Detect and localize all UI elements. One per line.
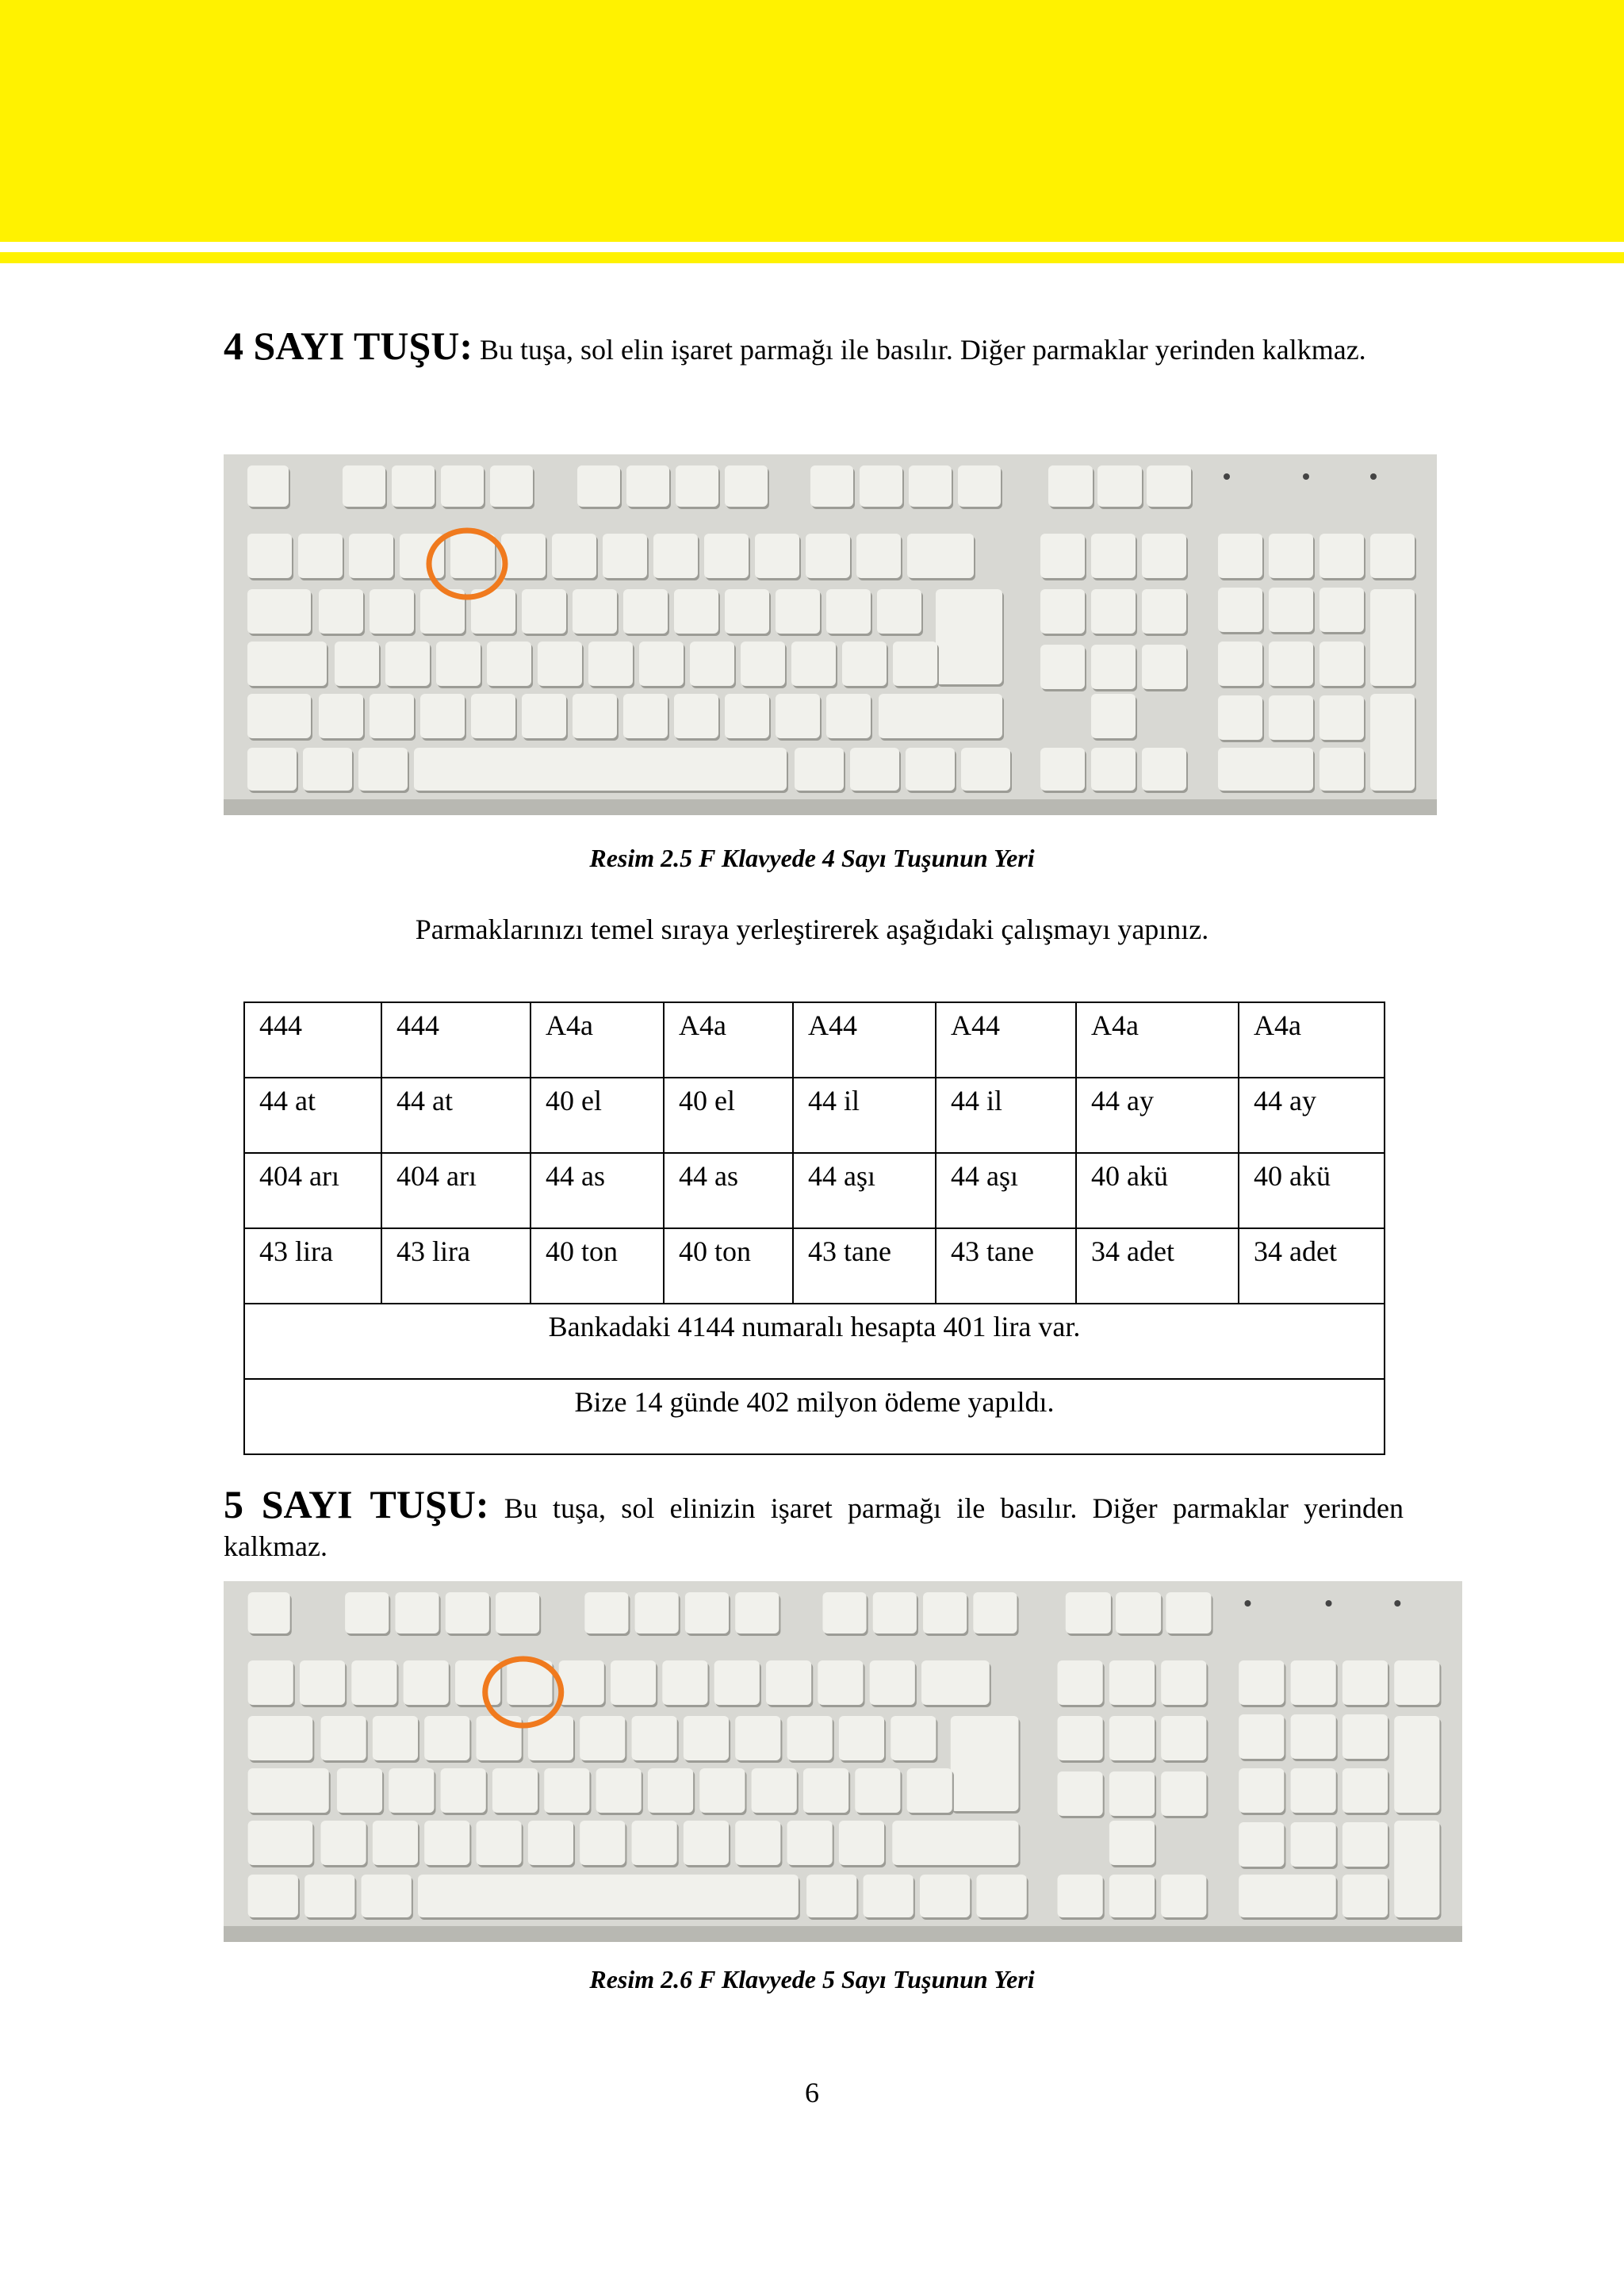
drill-cell: 44 il: [936, 1078, 1076, 1153]
key: [343, 465, 385, 507]
key: [791, 642, 836, 686]
key: [395, 1592, 439, 1633]
key: [248, 1768, 329, 1813]
drill-cell: 43 lira: [381, 1228, 530, 1304]
key: [335, 642, 379, 686]
key: [1239, 1768, 1284, 1813]
key: [1239, 1660, 1284, 1705]
drill-cell: A4a: [1239, 1002, 1385, 1078]
key: [528, 1821, 573, 1865]
key: [810, 465, 853, 507]
key: [704, 534, 749, 578]
key: [1116, 1592, 1161, 1633]
key: [735, 1716, 780, 1760]
key: [248, 1660, 293, 1705]
figure1-caption: Resim 2.5 F Klavyede 4 Sayı Tuşunun Yeri: [589, 844, 1035, 872]
key: [389, 1768, 434, 1813]
key: [1218, 748, 1313, 791]
key: [958, 465, 1001, 507]
key: [674, 589, 718, 634]
key: [370, 694, 414, 738]
key: [248, 1592, 290, 1633]
key: [907, 534, 974, 578]
key: [487, 642, 531, 686]
key: [839, 1716, 884, 1760]
section1-paragraph: [224, 324, 1404, 369]
key: [596, 1768, 642, 1813]
key: [321, 1821, 366, 1865]
key: [822, 1592, 866, 1633]
key: [1342, 1875, 1388, 1917]
key: [477, 1821, 522, 1865]
key: [303, 748, 352, 791]
key: [1109, 1875, 1155, 1917]
drill-cell: 43 tane: [936, 1228, 1076, 1304]
key: [685, 1592, 729, 1633]
key: [864, 1875, 914, 1917]
drill-cell: 44 aşı: [793, 1153, 936, 1228]
key: [490, 465, 533, 507]
key: [1342, 1768, 1388, 1813]
key: [635, 1592, 679, 1633]
key: [573, 589, 617, 634]
key: [418, 1875, 799, 1917]
key: [385, 642, 430, 686]
key: [471, 694, 515, 738]
drill-cell: 44 ay: [1076, 1078, 1239, 1153]
key: [584, 1592, 628, 1633]
key: [921, 1660, 990, 1705]
section2-heading: 5 SAYI TUŞU:: [224, 1482, 489, 1526]
key: [1161, 1771, 1206, 1816]
drill-cell: 44 ay: [1239, 1078, 1385, 1153]
key: [787, 1821, 833, 1865]
key: [552, 534, 596, 578]
key: [1239, 1822, 1284, 1867]
key: [247, 642, 327, 686]
keyboard-photo-1: [224, 454, 1437, 815]
key: [441, 1768, 486, 1813]
key: [653, 534, 698, 578]
photo-shadow: [224, 1926, 1462, 1942]
key: [714, 1660, 760, 1705]
key: [580, 1821, 625, 1865]
key: [826, 694, 871, 738]
key: [370, 589, 414, 634]
key: [920, 1875, 970, 1917]
drill-cell: A44: [793, 1002, 936, 1078]
key: [699, 1768, 745, 1813]
indicator-led: [1394, 1600, 1400, 1607]
key: [1291, 1660, 1336, 1705]
indicator-led: [1303, 473, 1309, 480]
indicator-led: [1370, 473, 1377, 480]
keyboard-photo-2: [224, 1581, 1462, 1942]
key: [1239, 1875, 1336, 1917]
key: [1091, 748, 1136, 791]
key: [1320, 534, 1364, 578]
key: [806, 534, 850, 578]
key: [752, 1768, 797, 1813]
key: [839, 1821, 884, 1865]
key: [1218, 642, 1262, 686]
key: [1142, 645, 1186, 689]
key: [1342, 1660, 1388, 1705]
key: [1040, 534, 1085, 578]
key: [806, 1875, 856, 1917]
key: [877, 589, 921, 634]
key: [735, 1821, 780, 1865]
key: [573, 694, 617, 738]
key: [923, 1592, 967, 1633]
key: [248, 1716, 313, 1760]
key: [1058, 1660, 1103, 1705]
drill-cell: 44 at: [244, 1078, 381, 1153]
key: [755, 534, 799, 578]
key: [873, 1592, 917, 1633]
drill-cell: 43 tane: [793, 1228, 936, 1304]
key: [860, 465, 902, 507]
key: [1370, 534, 1415, 578]
drill-table: [243, 1002, 1385, 1455]
key: [611, 1660, 656, 1705]
key: [392, 465, 435, 507]
key: [1291, 1714, 1336, 1759]
drill-cell: 40 el: [664, 1078, 793, 1153]
key: [1239, 1714, 1284, 1759]
key: [626, 465, 669, 507]
key: [441, 465, 484, 507]
key: [414, 748, 787, 791]
drill-cell: 40 el: [530, 1078, 664, 1153]
key: [577, 465, 620, 507]
key: [603, 534, 647, 578]
key: [795, 748, 844, 791]
drill-cell: 404 arı: [244, 1153, 381, 1228]
key: [1320, 642, 1364, 686]
key: [501, 534, 546, 578]
drill-cell: 44 as: [664, 1153, 793, 1228]
key: [674, 694, 718, 738]
key: [424, 1716, 469, 1760]
key: [850, 748, 899, 791]
key: [321, 1716, 366, 1760]
key: [1218, 588, 1262, 632]
key: [1342, 1822, 1388, 1867]
drill-sentence-row: [244, 1304, 1385, 1379]
key: [319, 589, 363, 634]
key: [1342, 1714, 1388, 1759]
key: [976, 1875, 1026, 1917]
key: [1040, 589, 1085, 634]
key: [787, 1716, 833, 1760]
key: [842, 642, 887, 686]
key: [818, 1660, 863, 1705]
drill-cell: 44 as: [530, 1153, 664, 1228]
key: [1218, 695, 1262, 740]
key: [1109, 1821, 1155, 1865]
drill-cell: 43 lira: [244, 1228, 381, 1304]
key: [1091, 645, 1136, 689]
key: [1320, 748, 1364, 791]
key: [735, 1592, 779, 1633]
section1-text: Bu tuşa, sol elin işaret parmağı ile basılır. Diğer parmaklar yerinden kalkmaz.: [480, 334, 1366, 366]
key: [776, 694, 820, 738]
key: [446, 1592, 489, 1633]
page-number: 6: [805, 2077, 819, 2108]
key: [1269, 695, 1313, 740]
key: [684, 1821, 729, 1865]
key: [725, 589, 769, 634]
key: [247, 534, 292, 578]
key: [1161, 1716, 1206, 1760]
key: [300, 1660, 345, 1705]
drill-cell: 40 ton: [530, 1228, 664, 1304]
key: [893, 642, 937, 686]
key: [725, 694, 769, 738]
drill-row: [244, 1002, 1385, 1078]
key: [776, 589, 820, 634]
key: [1394, 1821, 1439, 1917]
key: [676, 465, 718, 507]
key: [362, 1875, 412, 1917]
key: [623, 589, 668, 634]
drill-cell: 40 akü: [1076, 1153, 1239, 1228]
key: [909, 465, 952, 507]
indicator-led: [1244, 1600, 1251, 1607]
drill-cell: 34 adet: [1239, 1228, 1385, 1304]
key: [247, 748, 297, 791]
key: [879, 694, 1002, 738]
key: [248, 1875, 298, 1917]
drill-cell: A44: [936, 1002, 1076, 1078]
key: [1291, 1822, 1336, 1867]
drill-cell: 40 akü: [1239, 1153, 1385, 1228]
key: [319, 694, 363, 738]
key: [1394, 1660, 1439, 1705]
key: [247, 589, 311, 634]
key: [826, 589, 871, 634]
key: [1109, 1771, 1155, 1816]
drill-cell: 44 aşı: [936, 1153, 1076, 1228]
drill-cell: A4a: [530, 1002, 664, 1078]
key: [1040, 748, 1085, 791]
key: [892, 1821, 1018, 1865]
key: [522, 589, 566, 634]
key: [856, 534, 901, 578]
section2-text: Bu tuşa, sol elinizin işaret parmağı ile basılır. Diğer parmaklar yerinden kalkmaz.: [224, 1492, 1404, 1562]
key: [1269, 642, 1313, 686]
key: [632, 1716, 677, 1760]
key: [906, 748, 955, 791]
key: [404, 1660, 449, 1705]
key: [337, 1768, 382, 1813]
key: [455, 1660, 500, 1705]
indicator-led: [1326, 1600, 1332, 1607]
key: [1218, 534, 1262, 578]
key: [304, 1875, 354, 1917]
key: [1142, 748, 1186, 791]
drill-cell: 444: [381, 1002, 530, 1078]
key: [559, 1660, 604, 1705]
drill-sentence-row: [244, 1379, 1385, 1454]
key: [907, 1768, 952, 1813]
key: [936, 589, 1002, 684]
key: [450, 534, 495, 578]
key: [1166, 1592, 1211, 1633]
header-rule: [0, 252, 1624, 263]
drill-cell: 44 il: [793, 1078, 936, 1153]
key: [662, 1660, 707, 1705]
key: [632, 1821, 677, 1865]
drill-cell: 444: [244, 1002, 381, 1078]
header-banner: [0, 0, 1624, 242]
key: [648, 1768, 693, 1813]
drill-sentence: Bankadaki 4144 numaralı hesapta 401 lira var.: [244, 1304, 1385, 1379]
key: [855, 1768, 900, 1813]
key: [1109, 1660, 1155, 1705]
key: [420, 694, 465, 738]
key: [1109, 1716, 1155, 1760]
key: [1091, 589, 1136, 634]
key: [1147, 465, 1191, 507]
key: [1058, 1771, 1103, 1816]
key: [1269, 534, 1313, 578]
key: [247, 465, 289, 507]
key: [961, 748, 1010, 791]
key: [496, 1592, 539, 1633]
key: [1091, 694, 1136, 738]
key: [870, 1660, 915, 1705]
key: [639, 642, 684, 686]
drill-row: [244, 1153, 1385, 1228]
key: [522, 694, 566, 738]
key: [1161, 1875, 1206, 1917]
key: [725, 465, 768, 507]
key: [492, 1768, 538, 1813]
key: [349, 534, 393, 578]
section2-paragraph: [224, 1482, 1404, 1565]
key: [951, 1716, 1019, 1811]
key: [766, 1660, 811, 1705]
photo-shadow: [224, 799, 1437, 815]
key: [544, 1768, 589, 1813]
key: [358, 748, 408, 791]
key: [588, 642, 633, 686]
key: [373, 1716, 418, 1760]
key: [538, 642, 582, 686]
key: [248, 1821, 313, 1865]
key: [351, 1660, 396, 1705]
indicator-led: [1224, 473, 1230, 480]
key: [1097, 465, 1142, 507]
drill-row: [244, 1228, 1385, 1304]
drill-sentence: Bize 14 günde 402 milyon ödeme yapıldı.: [244, 1379, 1385, 1454]
key: [373, 1821, 418, 1865]
key: [1320, 695, 1364, 740]
key: [623, 694, 668, 738]
key: [1370, 589, 1415, 686]
key: [1370, 694, 1415, 791]
drill-cell: A4a: [664, 1002, 793, 1078]
key: [345, 1592, 389, 1633]
key: [1142, 534, 1186, 578]
key: [1161, 1660, 1206, 1705]
key: [247, 694, 311, 738]
key: [1142, 589, 1186, 634]
drill-cell: 34 adet: [1076, 1228, 1239, 1304]
key: [690, 642, 734, 686]
section1-heading: 4 SAYI TUŞU:: [224, 324, 473, 368]
key: [1058, 1875, 1103, 1917]
key: [424, 1821, 469, 1865]
key: [1048, 465, 1093, 507]
instruction-text: Parmaklarınızı temel sıraya yerleştirerek aşağıdaki çalışmayı yapınız.: [415, 913, 1209, 945]
key: [1040, 645, 1085, 689]
key: [1291, 1768, 1336, 1813]
drill-cell: 44 at: [381, 1078, 530, 1153]
drill-cell: 40 ton: [664, 1228, 793, 1304]
key: [1091, 534, 1136, 578]
key: [580, 1716, 625, 1760]
key: [891, 1716, 936, 1760]
key: [1269, 588, 1313, 632]
drill-cell: 404 arı: [381, 1153, 530, 1228]
key: [1066, 1592, 1111, 1633]
drill-row: [244, 1078, 1385, 1153]
figure2-caption: Resim 2.6 F Klavyede 5 Sayı Tuşunun Yeri: [589, 1965, 1035, 1993]
key: [741, 642, 785, 686]
key: [436, 642, 481, 686]
key: [803, 1768, 848, 1813]
key: [973, 1592, 1017, 1633]
key: [1058, 1716, 1103, 1760]
key: [684, 1716, 729, 1760]
key: [298, 534, 343, 578]
key: [1394, 1716, 1439, 1813]
key: [1320, 588, 1364, 632]
drill-cell: A4a: [1076, 1002, 1239, 1078]
